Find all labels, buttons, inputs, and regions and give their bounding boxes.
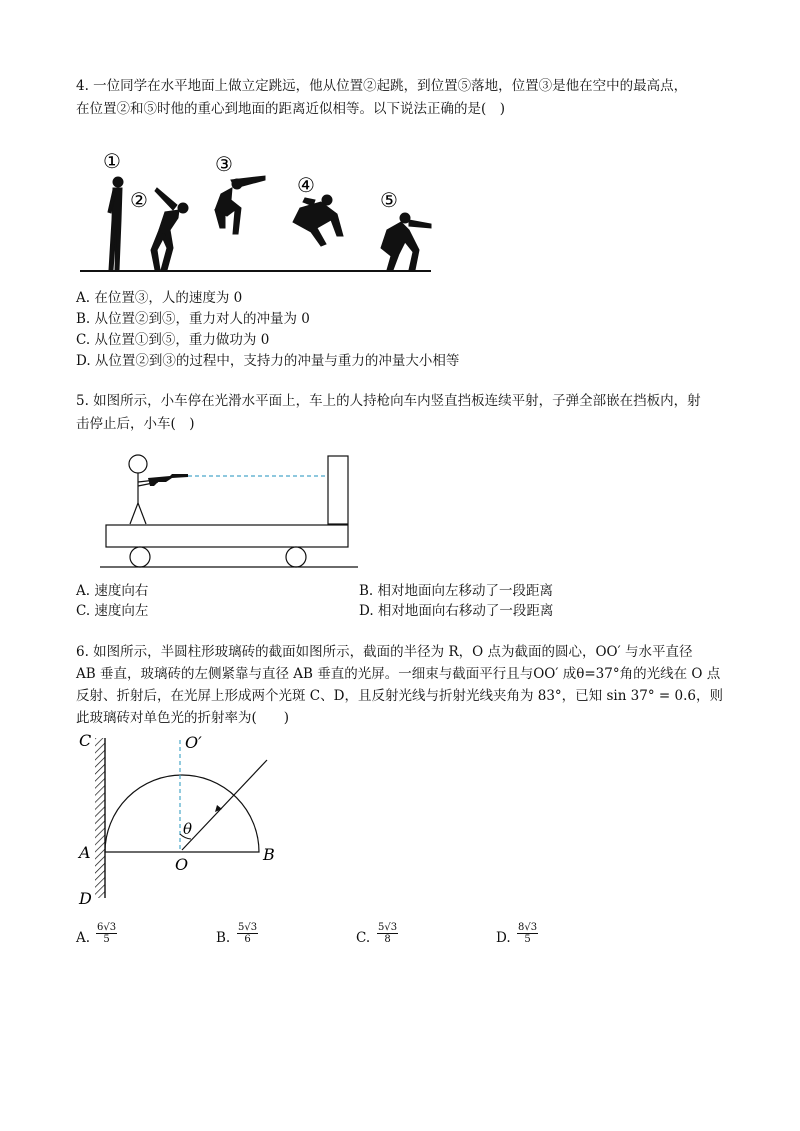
q5-cart-body bbox=[106, 525, 348, 547]
q4-person-3 bbox=[215, 176, 265, 234]
q6-label-b: B bbox=[263, 845, 275, 864]
q6-semicircle bbox=[105, 775, 259, 852]
q4-label-1: ① bbox=[103, 149, 121, 173]
q6-incident-ray bbox=[182, 760, 267, 850]
q4-person-2 bbox=[151, 188, 188, 270]
q6-option-a-label: A. bbox=[76, 930, 91, 946]
q6-option-a-fraction: $\frac{6√3}{5}$ bbox=[97, 922, 117, 945]
q5-option-a[interactable]: A. 速度向右 bbox=[76, 583, 149, 599]
q6-option-b-label: B. bbox=[216, 930, 231, 946]
q6-screen-hatch bbox=[95, 738, 105, 898]
q4-label-4: ④ bbox=[297, 173, 315, 197]
q6-glass-figure bbox=[75, 730, 295, 910]
q5-cart-figure bbox=[100, 448, 360, 573]
q6-option-d-fraction: $\frac{8√3}{5}$ bbox=[518, 922, 538, 945]
q5-stem-line2: 击停止后，小车( ) bbox=[76, 416, 195, 432]
q5-wheel-right bbox=[286, 547, 306, 567]
q6-label-theta: θ bbox=[183, 820, 193, 838]
q6-label-oprime: O′ bbox=[185, 733, 202, 752]
q4-option-c[interactable]: C. 从位置①到⑤，重力做功为 0 bbox=[76, 332, 270, 348]
q4-label-2: ② bbox=[130, 188, 148, 212]
q6-label-a: A bbox=[79, 843, 91, 862]
q6-option-d-label: D. bbox=[496, 930, 511, 946]
q4-option-d[interactable]: D. 从位置②到③的过程中，支持力的冲量与重力的冲量大小相等 bbox=[76, 353, 460, 369]
q5-shooter bbox=[129, 455, 158, 524]
q6-label-c: C bbox=[79, 731, 92, 750]
q4-person-1 bbox=[108, 177, 123, 270]
q6-option-b-fraction: $\frac{5√3}{6}$ bbox=[238, 922, 258, 945]
q4-stem-line1: 4. 一位同学在水平地面上做立定跳远，他从位置②起跳，到位置⑤落地，位置③是他在空中的最高点， bbox=[76, 78, 688, 94]
q5-option-c[interactable]: C. 速度向左 bbox=[76, 603, 149, 619]
q5-option-b[interactable]: B. 相对地面向左移动了一段距离 bbox=[359, 583, 554, 599]
q4-option-b[interactable]: B. 从位置②到⑤，重力对人的冲量为 0 bbox=[76, 311, 310, 327]
q5-option-d[interactable]: D. 相对地面向右移动了一段距离 bbox=[359, 603, 554, 619]
q5-gun bbox=[148, 474, 188, 486]
q6-stem-line2: AB 垂直，玻璃砖的左侧紧靠与直径 AB 垂直的光屏。一细束与截面平行且与OO′ 成θ=37°角的光线在 O 点 bbox=[76, 666, 721, 682]
q4-person-5 bbox=[381, 213, 431, 270]
q6-option-c-fraction: $\frac{5√3}{8}$ bbox=[378, 922, 398, 945]
q6-option-c-label: C. bbox=[356, 930, 371, 946]
q5-wheel-left bbox=[130, 547, 150, 567]
q6-stem-line1: 6. 如图所示，半圆柱形玻璃砖的截面如图所示，截面的半径为 R，O 点为截面的圆心，OO′ 与水平直径 bbox=[76, 644, 693, 660]
q4-stem-line2: 在位置②和⑤时他的重心到地面的距离近似相等。以下说法正确的是( ) bbox=[76, 101, 506, 117]
q4-person-4 bbox=[293, 195, 343, 246]
q4-label-5: ⑤ bbox=[380, 188, 398, 212]
q6-label-o: O bbox=[175, 855, 189, 874]
q6-stem-line3: 反射、折射后，在光屏上形成两个光斑 C、D，且反射光线与折射光线夹角为 83°，已知 sin 37° = 0.6，则 bbox=[76, 688, 723, 704]
q4-label-3: ③ bbox=[215, 152, 233, 176]
q4-jump-figure bbox=[75, 150, 435, 280]
q5-baffle bbox=[328, 456, 348, 524]
q5-stem-line1: 5. 如图所示，小车停在光滑水平面上，车上的人持枪向车内竖直挡板连续平射，子弹全部嵌在挡板内，射 bbox=[76, 393, 701, 409]
q6-label-d: D bbox=[79, 889, 92, 908]
q6-stem-line4: 此玻璃砖对单色光的折射率为( ) bbox=[76, 710, 290, 726]
q4-option-a[interactable]: A. 在位置③，人的速度为 0 bbox=[76, 290, 243, 306]
